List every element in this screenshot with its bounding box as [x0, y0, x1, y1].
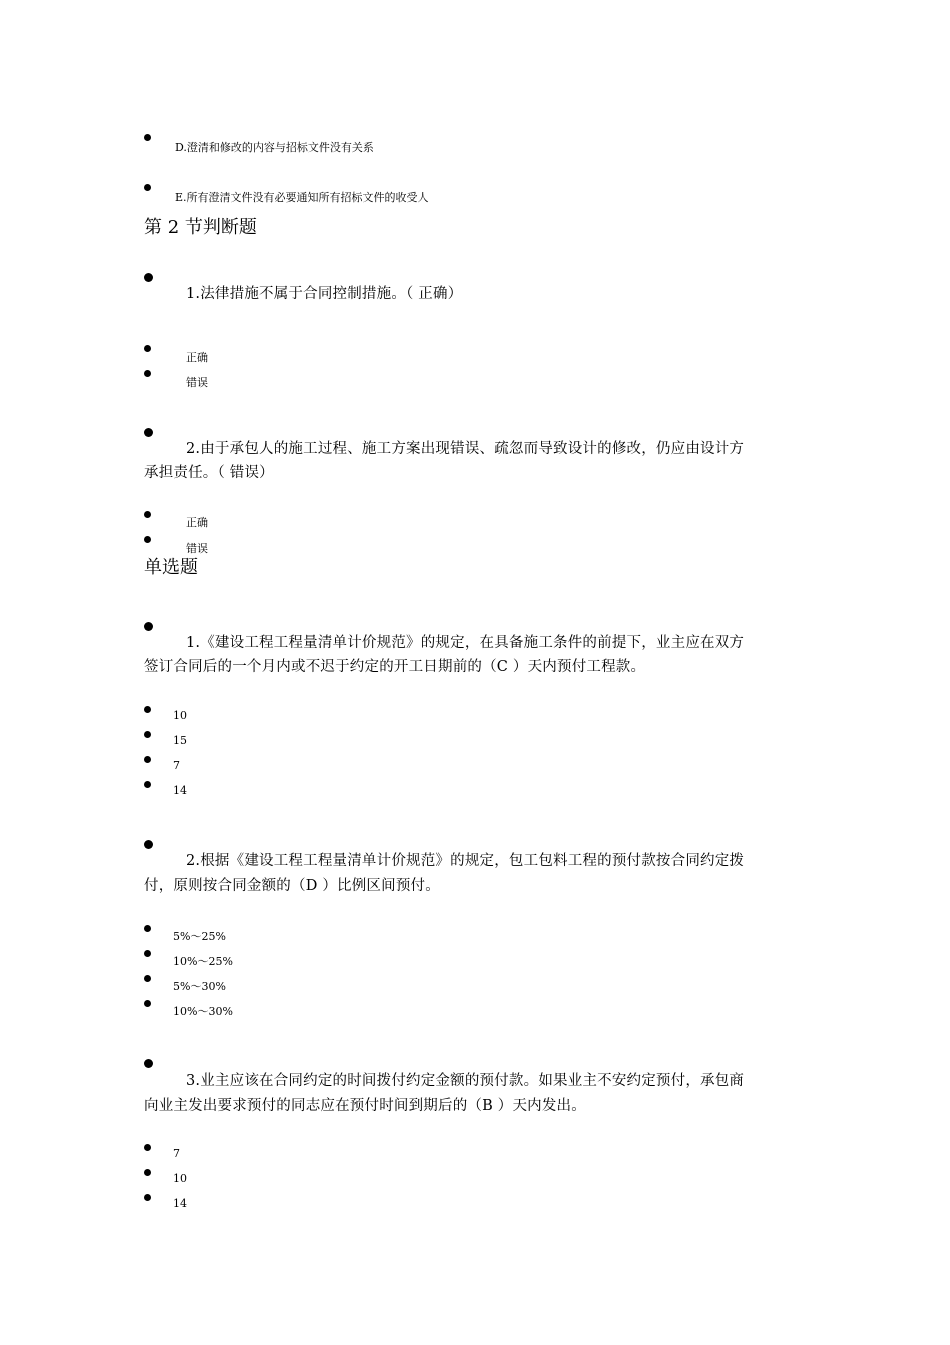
option-false[interactable]: 错误 [186, 376, 208, 389]
bullet-marker [144, 925, 151, 932]
bullet-marker [144, 975, 151, 982]
option-a[interactable]: 10 [173, 709, 187, 722]
bullet-marker [144, 1144, 151, 1151]
bullet-marker [144, 622, 153, 631]
bullet-marker [144, 1169, 151, 1176]
bullet-marker [144, 536, 151, 543]
bullet-marker [144, 781, 151, 788]
option-b[interactable]: 10 [173, 1172, 187, 1185]
section-heading-single-choice: 单选题 [144, 557, 198, 578]
option-false[interactable]: 错误 [186, 542, 208, 555]
bullet-marker [144, 184, 151, 191]
bullet-marker [144, 1194, 151, 1201]
bullet-marker [144, 345, 151, 352]
question-text: 3.业主应该在合同约定的时间拨付约定金额的预付款。如果业主不安约定预付，承包商 [186, 1073, 745, 1089]
option-b[interactable]: 10%～25% [173, 955, 233, 968]
bullet-marker [144, 511, 151, 518]
bullet-marker [144, 273, 153, 282]
option-d[interactable]: D.澄清和修改的内容与招标文件没有关系 [175, 141, 374, 154]
option-e[interactable]: E.所有澄清文件没有必要通知所有招标文件的收受人 [175, 191, 429, 204]
option-a[interactable]: 5%～25% [173, 930, 226, 943]
question-text-continued: 付，原则按合同金额的（D ）比例区间预付。 [144, 878, 440, 894]
question-text: 1.法律措施不属于合同控制措施。（ 正确） [186, 286, 463, 302]
question-text-continued: 向业主发出要求预付的同志应在预付时间到期后的（B ）天内发出。 [144, 1098, 586, 1114]
bullet-marker [144, 1000, 151, 1007]
option-a[interactable]: 7 [173, 1147, 180, 1160]
question-text: 2.由于承包人的施工过程、施工方案出现错误、疏忽而导致设计的修改，仍应由设计方 [186, 441, 745, 457]
question-text-continued: 签订合同后的一个月内或不迟于约定的开工日期前的（C ）天内预付工程款。 [144, 659, 646, 675]
option-true[interactable]: 正确 [186, 351, 208, 364]
bullet-marker [144, 428, 153, 437]
section-heading-judgment: 第 2 节判断题 [144, 217, 257, 238]
bullet-marker [144, 370, 151, 377]
bullet-marker [144, 950, 151, 957]
option-c[interactable]: 7 [173, 759, 180, 772]
bullet-marker [144, 706, 151, 713]
option-c[interactable]: 14 [173, 1197, 187, 1210]
option-d[interactable]: 14 [173, 784, 187, 797]
question-text: 1.《建设工程工程量清单计价规范》的规定，在具备施工条件的前提下，业主应在双方 [186, 635, 745, 651]
option-b[interactable]: 15 [173, 734, 187, 747]
option-d[interactable]: 10%～30% [173, 1005, 233, 1018]
option-true[interactable]: 正确 [186, 516, 208, 529]
bullet-marker [144, 1059, 153, 1068]
bullet-marker [144, 840, 153, 849]
question-text-continued: 承担责任。（ 错误） [144, 465, 274, 481]
question-text: 2.根据《建设工程工程量清单计价规范》的规定，包工包料工程的预付款按合同约定拨 [186, 853, 745, 869]
bullet-marker [144, 134, 151, 141]
option-c[interactable]: 5%～30% [173, 980, 226, 993]
bullet-marker [144, 756, 151, 763]
bullet-marker [144, 731, 151, 738]
